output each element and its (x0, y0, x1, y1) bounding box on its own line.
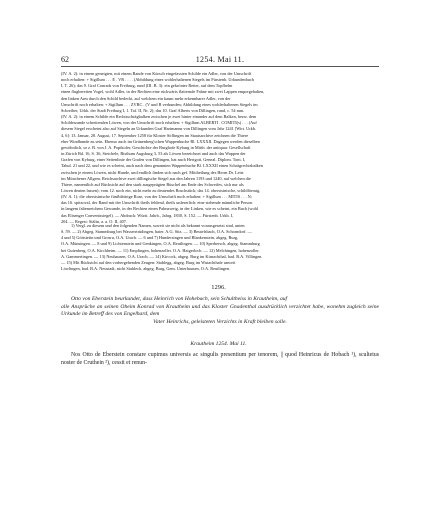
footnote-line: in langem faltenreichem Gewande, in der Rechten einen Palmzweig, in der Linken, wie es scheint, ein Buch (wohl (61, 206, 258, 212)
footnote-line: I, T. 26); das 9. Graf Conrads von Freiburg, rund (III. B. 3): ein gekrönter Reiter, auf dem Topfhelm (61, 83, 233, 89)
note-line: bei Gutenberg, O.A. Kirchheim. — 11) Empfingen, hohenzoller. O.A. Haigerloch. — 12) Melchingen, hohenzoller. (61, 247, 260, 253)
charter-paragraph: Nos Otto de Eberstein constare cupimus universis ac singulis presentium per tenorem, || quod Heinricus de Hobach ¹), scultetus noster de Cruthein ²), cessit et renun- (61, 352, 379, 366)
footnote-line: (IV. A. 2): in einem Schilde ein Rechtsschrägbalken zwischen je zwei hinter einander auf dem Balken, bezw. dem (61, 114, 257, 120)
running-title: 1254. Mai 11. (195, 55, 245, 64)
note-line: S. 59. — 2) Abgeg. Stammburg bei Wasserrtrüdingen, baier. A.G. Sitz. — 3) Beutelsbach, O.A. Schorndorf. — (61, 229, 252, 235)
note-line: O.A. Münsingen. — 8 und 9) Lichtenstein und Genkingen, O.A. Reutlingen. — 10) Sperbersch, abgeg. Stammburg (61, 241, 260, 247)
footnote-line: Schildesrande schreitenden Löwen, von der Umschrift noch erhalten: + Sigillum ALBERTI . COMITI(s) . . . (Auf (61, 120, 257, 126)
footnote-line: den linken Arm durch den Schild bedeckt, auf welchem ein kaum mehr erkennbarer Adler, von der (61, 95, 231, 101)
header-rule (61, 66, 379, 67)
footnote-line: in Zürich Bd. 16, S. 36, Steichele, Bisthum Augsburg 3, 53 als Löwen bezeichnet und auch das Wappen der (61, 151, 246, 157)
document-number: 1296. (211, 284, 226, 291)
note-line: Löwlingen, bad. B.A. Neustadt, nicht Stahleck, abgeg. Burg, Gem. Unterhausen, O.A. Reutlingen. (61, 266, 231, 272)
footnote-line: diesem Siegel erscheint also auf Siegeln an Urkunden Graf Hartmanns von Dillingen vom Jahr 1241 [Wirt. Urkb. (61, 126, 257, 132)
footnote-line: 4, 6]: 13. Januar, 28. August, 17. September 1258 für Kloster Söflingen im Staatsarchive zeichnen die Thiere (61, 132, 249, 138)
footnote-line: gewöhnlich, so z. B. von J. A. Popikofer, Geschichte der Burghofe Kyburg in Mitth. der antiquar. Gesellschaft (61, 144, 251, 150)
note-line: 1) Vergl. zu diesem und den folgenden Namen, soweit sie nicht als bekannt vorausgesetzt sind, unten (71, 223, 245, 228)
place-name-notes (61, 223, 379, 272)
footnote-line: Löwen deuten lassen); vom 12. noch ein, nicht mehr zu deutendes Bruchstück; das 14. oberstsinische, schildförmig, (61, 187, 261, 193)
footnote-line: Schreiber, Urkb. der Stadt Freiburg I, 1. Taf. II, Nr. 2); das 10. Graf Alberts von Dillingen, rund, c. 54 mm. (61, 107, 245, 113)
footnote-line: eher Windhunde zu sein. Ebenso auch im Grünenberg'schen Wappenbuche Bl. LXXXII. Dagegen werden dieselben (61, 138, 260, 144)
page-header (61, 55, 379, 65)
page-number: 62 (61, 55, 69, 64)
footnote-line: 204. — Regest: Stälin, a. a. O. II, 407. (61, 218, 127, 224)
dateline: Krautheim 1254. Mai 11. (190, 341, 247, 347)
footnote-line: noch erhalten: + Sigillum . . . E . VR . . . . (Abbildung eines wohlerhaltenen Siegels im Fürstenb. Urkundenbuch (61, 77, 254, 83)
footnote-line: das Elisenger Conventssiegel). — Abdruck: Württ. Jahrb., Jahrg. 1830, S. 152. — Fürstenb. Urkb. I, (61, 212, 234, 218)
seal-description-block (61, 71, 379, 225)
footnote-line: zwischen je einem Löwen, nicht Hunde, und endlich finden sich nach gef. Mittheilung des Herrn Dr. Leist (61, 169, 244, 175)
note-line: — 15) Mit Rücksicht auf den vorhergehenden Zeugen: Stablegg, abgeg. Burg im Wutachthale unweit (61, 259, 236, 265)
footnote-line: Tabul. 21 und 22, und wie es scheint, auch nach dem genannten Wappenbuche Bl. LXXXII einen Schrägrechtsbalken (61, 163, 263, 169)
footnote-line: Umschrift noch erhalten: + Sigillum . . . ZVRC . (V und R verbunden; Abbildung eines wohlerhaltenen Siegels im (61, 101, 258, 107)
regest-line: Vater Heinrichs, geleisteten Verzichts in Kraft bleiben solle. (153, 319, 287, 326)
note-line: 4 und 5) Göttstetin und Grosru, O.A. Urach. — 6 und 7) Hundersingen und Blankenstein, abgeg. Burg, (61, 235, 239, 241)
footnote-line: einen flugbereiten Vogel, wohl Adler, in der Rechten eine rückwärts flatternde Fahne mit zwei Lappen emporgehalten, (61, 89, 265, 95)
note-line: A. Gammertingen. — 13) Neuhausen, O.A. Urach. — 14) Kircock, abgeg. Burg im Kirnachthal, bad. B.A. Villingen. (61, 253, 263, 259)
footnote-line: das 16. spitzoval, der Rand mit der Umschrift theils fehlend, theils unleserlich: eine stehende männliche Person (61, 200, 253, 206)
footnote-line: (IV. A. 2): in einem geneigten, mit einem Rande von Kürsch eingefassten Schilde ein Adler, von der Umschrift (61, 71, 252, 76)
regest-line: Otto von Eberstein beurkundet, dass Heinrich von Hohebach, sein Schultheiss in Krautheim, auf (71, 296, 288, 302)
regest-summary (61, 296, 379, 327)
footnote-line: im Münchener Allgem. Reichsarchive zwei dillingische Siegel aus den Jahren 1193 und 1240, auf welchen die (61, 175, 251, 181)
footnote-line: Grafen von Kyburg, einer Seitenlinie der Grafen von Dillingen, hat nach Hertgott, Geneal. Diplom. Tom. I, (61, 157, 246, 163)
footnote-line: (IV. A. 1): die oberstsinische fünfblättrige Rose, von der Umschrift noch erhalten: + Sigillum . . . MITIS . . . N; (61, 194, 252, 200)
regest-line: alle Ansprüche an seinen Oheim Konrad von Krautheim und das Kloster Gnadenthal ausdrücklich verzichtet habe, wonehm zugleich seine Urkunde im Betreff des von Engelhard, dem (61, 303, 379, 318)
footnote-line: Thiere, namentlich auf Rücksicht auf den stark ausgeprägten Büschel am Ende des Schweifes, sich nur als (61, 181, 244, 187)
charter-text (61, 352, 379, 368)
